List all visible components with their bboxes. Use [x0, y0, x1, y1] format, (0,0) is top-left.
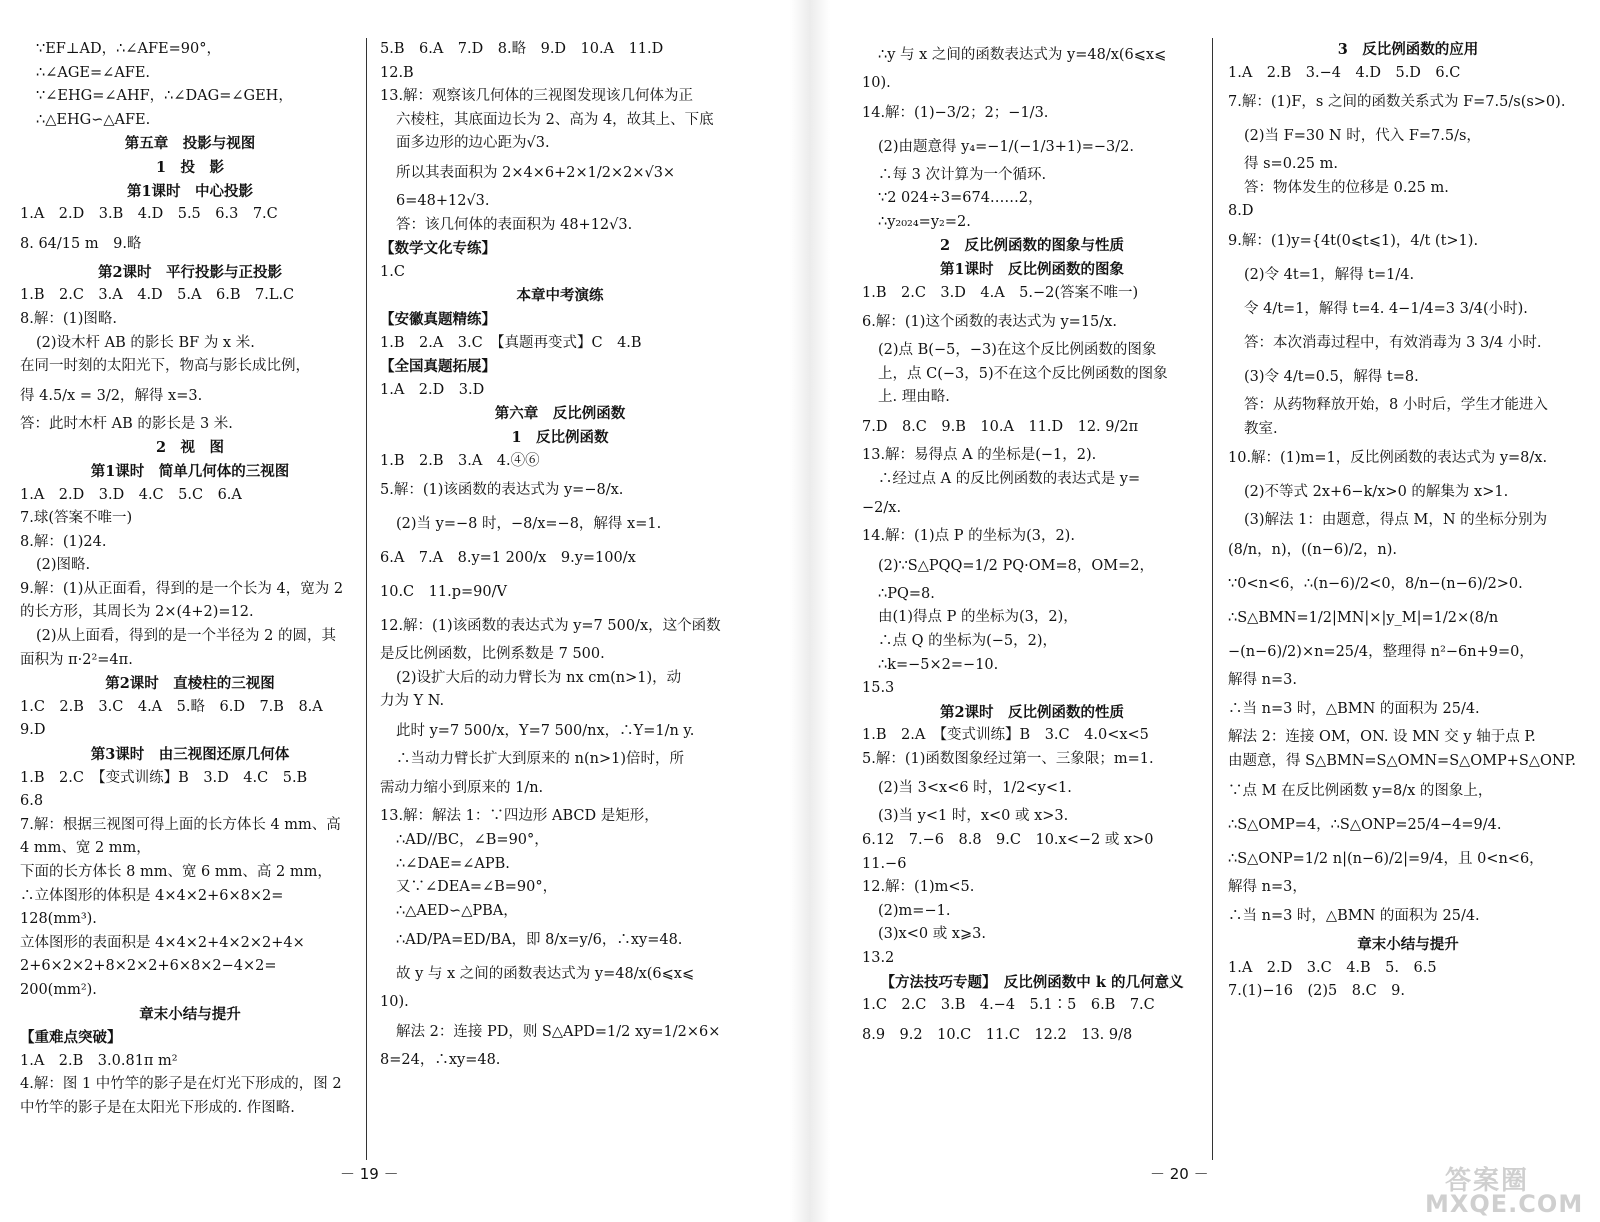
answer-line: 解法 2：连接 PD，则 S△APD=1/2 xy=1/2×6× [396, 1024, 721, 1041]
answer-line: 1.A 2.D 3.C 4.B 5. 6.5 [1228, 959, 1437, 976]
answer-line: (3)解法 1：由题意，得点 M，N 的坐标分别为 [1244, 512, 1548, 529]
answer-line: ∴∠DAE=∠APB. [396, 855, 510, 872]
section-heading: 1 反比例函数 [511, 428, 609, 446]
column-2 [380, 38, 740, 1073]
answer-line: 上. 理由略. [878, 389, 950, 406]
answer-line: 答：物体发生的位移是 0.25 m. [1244, 179, 1449, 196]
answer-line: 在同一时刻的太阳光下，物高与影长成比例， [20, 358, 310, 375]
answer-line: 力为 Y N. [380, 693, 445, 710]
answer-line: ∴S△ONP=1/2 n|(n−6)/2|=9/4，且 0<n<6， [1228, 850, 1544, 867]
answer-line: 7.解：根据三视图可得上面的长方体长 4 mm、高 [20, 816, 341, 833]
answer-line: 立体图形的表面积是 4×4×2+4×2×2+4× [20, 934, 305, 951]
section-heading: 2 视 图 [155, 439, 225, 457]
answer-line: 由题意，得 S△BMN=S△OMN=S△OMP+S△ONP. [1228, 752, 1576, 769]
column-1 [20, 38, 360, 1121]
answer-line: 8.解：(1)24. [20, 533, 107, 550]
section-heading: 第2课时 平行投影与正投影 [97, 263, 283, 281]
answer-line: ∴△EHG∽△AFE. [36, 111, 151, 128]
answer-line: 1.B 2.C 【变式训练】B 3.D 4.C 5.B [20, 769, 308, 786]
answer-line: 9.解：(1)y={4t(0⩽t⩽1)，4/t (t>1). [1228, 232, 1479, 249]
column-4 [1228, 38, 1588, 1004]
answer-line: 得 s=0.25 m. [1244, 156, 1338, 173]
answer-line: ∵EF⊥AD，∴∠AFE=90°， [36, 41, 221, 57]
section-heading: 【方法技巧专题】 反比例函数中 k 的几何意义 [880, 973, 1184, 991]
answer-line: −(n−6)/2)×n=25/4，整理得 n²−6n+9=0， [1228, 643, 1534, 660]
section-heading: 1 投 影 [155, 158, 225, 176]
section-heading: 第3课时 由三视图还原几何体 [90, 746, 290, 764]
answer-line: 教室. [1244, 420, 1278, 437]
answer-line: ∴当 n=3 时，△BMN 的面积为 25/4. [1228, 908, 1480, 925]
answer-line: 需动力缩小到原来的 1/n. [380, 780, 544, 797]
answer-line: 10.C 11.p=90/V [380, 584, 507, 601]
answer-line: 解法 2：连接 OM，ON. 设 MN 交 y 轴于点 P. [1228, 729, 1536, 746]
page-gutter [790, 0, 830, 1222]
answer-line: 12.解：(1)m<5. [862, 879, 975, 896]
answer-line: ∴点 Q 的坐标为(−5，2)， [878, 632, 1058, 649]
answer-line: (2)当 y=−8 时，−8/x=−8，解得 x=1. [396, 516, 662, 533]
answer-line: 10). [380, 994, 409, 1011]
answer-line: 【数学文化专练】 [380, 240, 496, 258]
answer-line: 1.B 2.B 3.A 4.④⑥ [380, 452, 540, 469]
answer-line: ∴△AED∽△PBA， [396, 902, 518, 919]
answer-line: 1.B 2.C 3.A 4.D 5.A 6.B 7.L.C [20, 287, 295, 304]
answer-line: 下面的长方体长 8 mm、宽 6 mm、高 2 mm， [20, 864, 332, 880]
answer-line: 13.解：解法 1：∵四边形 ABCD 是矩形， [380, 808, 659, 825]
answer-line: (2)由题意得 y₄=−1/(−1/3+1)=−3/2. [878, 138, 1134, 155]
answer-line: 8.9 9.2 10.C 11.C 12.2 13. 9/8 [862, 1026, 1133, 1043]
answer-line: ∵0<n<6，∴(n−6)/2<0，8/n−(n−6)/2>0. [1228, 575, 1523, 592]
section-heading: 本章中考演练 [516, 287, 604, 305]
page-number-left: － 19 － [340, 1165, 399, 1183]
answer-line: 1.B 2.C 3.D 4.A 5.−2(答案不唯一) [862, 284, 1139, 301]
answer-line: 答：本次消毒过程中，有效消毒为 3 3/4 小时. [1244, 334, 1542, 351]
answer-line: 【安徽真题精练】 [380, 310, 496, 328]
answer-line: 12.B [380, 64, 414, 81]
answer-line: ∴S△BMN=1/2|MN|×|y_M|=1/2×(8/n [1228, 609, 1499, 626]
answer-line: (3)当 y<1 时，x<0 或 x>3. [878, 808, 1069, 825]
answer-line: 解得 n=3. [1228, 671, 1297, 688]
answer-line: 13.解：观察该几何体的三视图发现该几何体为正 [380, 88, 694, 105]
section-heading: 3 反比例函数的应用 [1337, 41, 1479, 58]
answer-line: ∴经过点 A 的反比例函数的表达式是 y= [878, 470, 1141, 487]
answer-line: 14.解：(1)点 P 的坐标为(3，2). [862, 528, 1075, 545]
answer-line: 令 4/t=1，解得 t=4. 4−1/4=3 3/4(小时). [1244, 300, 1528, 317]
answer-line: (8/n，n)，((n−6)/2，n). [1228, 541, 1398, 558]
answer-line: 8.解：(1)图略. [20, 310, 117, 327]
answer-line: 7.球(答案不唯一) [20, 510, 133, 527]
answer-line: 又∵∠DEA=∠B=90°， [396, 879, 558, 896]
answer-line: 答：该几何体的表面积为 48+12√3. [396, 216, 633, 233]
answer-line: 14.解：(1)−3/2；2；−1/3. [862, 104, 1049, 121]
answer-line: 6.12 7.−6 8.8 9.C 10.x<−2 或 x>0 [862, 832, 1154, 849]
answer-line: ∴当 n=3 时，△BMN 的面积为 25/4. [1228, 701, 1480, 718]
answer-line: (2)∵S△PQQ=1/2 PQ·OM=8，OM=2， [878, 557, 1154, 574]
answer-line: (3)令 4/t=0.5，解得 t=8. [1244, 368, 1419, 385]
answer-line: 六棱柱，其底面边长为 2、高为 4，故其上、下底 [396, 111, 714, 128]
answer-line: 由(1)得点 P 的坐标为(3，2)， [878, 609, 1078, 626]
column-divider [366, 38, 367, 1160]
answer-line: (2)当 3<x<6 时，1/2<y<1. [878, 780, 1072, 797]
answer-line: 1.A 2.D 3.B 4.D 5.5 6.3 7.C [20, 206, 278, 223]
answer-line: 10.解：(1)m=1，反比例函数的表达式为 y=8/x. [1228, 450, 1548, 467]
answer-line: ∴PQ=8. [878, 585, 935, 602]
answer-line: 上，点 C(−3，5)不在这个反比例函数的图象 [878, 365, 1168, 382]
answer-line: 128(mm³). [20, 911, 97, 928]
answer-line: 1.B 2.A 3.C 【真题再变式】C 4.B [380, 334, 642, 351]
answer-line: ∴每 3 次计算为一个循环. [878, 166, 1047, 183]
answer-line: 1.A 2.D 3.D 4.C 5.C 6.A [20, 486, 242, 503]
column-3 [862, 38, 1202, 1052]
answer-line: ∴S△OMP=4，∴S△ONP=25/4−4=9/4. [1228, 816, 1502, 833]
answer-line: 4 mm、宽 2 mm， [20, 840, 151, 857]
answer-line: −2/x. [862, 500, 902, 517]
answer-line: (2)m=−1. [878, 902, 951, 919]
answer-line: (3)x<0 或 x⩾3. [878, 926, 986, 943]
answer-line: 9.解：(1)从正面看，得到的是一个长为 4，宽为 2 [20, 580, 344, 597]
answer-line: 中竹竿的影子是在太阳光下形成的. 作图略. [20, 1099, 295, 1116]
answer-line: 6.解：(1)这个函数的表达式为 y=15/x. [862, 314, 1117, 331]
answer-line: 1.C [380, 263, 405, 280]
answer-line: 6.8 [20, 793, 44, 810]
answer-line: ∴k=−5×2=−10. [878, 656, 999, 673]
answer-line: 1.B 2.A 【变式训练】B 3.C 4.0<x<5 [862, 727, 1149, 744]
watermark-logo [1425, 1160, 1600, 1220]
answer-line: 2+6×2×2+8×2×2+6×8×2−4×2= [20, 958, 277, 975]
answer-line: 12.解：(1)该函数的表达式为 y=7 500/x，这个函数 [380, 618, 721, 635]
answer-line: (2)图略. [36, 557, 91, 574]
answer-line: 7.解：(1)F，s 之间的函数关系式为 F=7.5/s(s>0). [1228, 94, 1566, 111]
answer-line: 8.D [1228, 203, 1254, 220]
answer-line: 8=24，∴xy=48. [380, 1052, 501, 1069]
answer-line: 13.解：易得点 A 的坐标是(−1，2). [862, 446, 1097, 463]
answer-line: 【重难点突破】 [20, 1029, 122, 1047]
answer-line: (2)点 B(−5，−3)在这个反比例函数的图象 [878, 342, 1157, 359]
answer-line: (2)设木杆 AB 的影长 BF 为 x 米. [36, 334, 255, 351]
answer-line: 1.A 2.B 3.−4 4.D 5.D 6.C [1228, 64, 1461, 81]
answer-line: 故 y 与 x 之间的函数表达式为 y=48/x(6⩽x⩽ [396, 966, 695, 983]
answer-line: 200(mm²). [20, 981, 97, 998]
answer-line: (2)令 4t=1，解得 t=1/4. [1244, 266, 1415, 283]
answer-line: ∴立体图形的体积是 4×4×2+6×8×2= [20, 887, 284, 904]
answer-line: ∵2 024÷3=674……2， [878, 190, 1043, 207]
answer-line: 7.(1)−16 (2)5 8.C 9. [1228, 983, 1406, 1000]
answer-line: 11.−6 [862, 855, 907, 872]
answer-line: 4.解：图 1 中竹竿的影子是在灯光下形成的，图 2 [20, 1076, 342, 1093]
section-heading: 章末小结与提升 [1357, 936, 1459, 954]
answer-line: 此时 y=7 500/x，Y=7 500/nx，∴Y=1/n y. [396, 722, 695, 739]
answer-line: 面积为 π·2²=4π. [20, 651, 133, 668]
section-heading: 第2课时 反比例函数的性质 [939, 703, 1125, 721]
answer-line: 10). [862, 75, 891, 91]
answer-line: 13.2 [862, 950, 895, 967]
section-heading: 2 反比例函数的图象与性质 [939, 237, 1125, 255]
answer-line: 解得 n=3， [1228, 878, 1307, 895]
answer-line: 1.C 2.C 3.B 4.−4 5.1∶5 6.B 7.C [862, 997, 1155, 1014]
section-heading: 第1课时 简单几何体的三视图 [90, 462, 290, 480]
answer-line: (2)不等式 2x+6−k/x>0 的解集为 x>1. [1244, 484, 1509, 501]
answer-line: 面多边形的边心距为√3. [396, 135, 550, 152]
answer-line: 5.解：(1)函数图象经过第一、三象限；m=1. [862, 750, 1154, 767]
answer-line: 1.C 2.B 3.C 4.A 5.略 6.D 7.B 8.A [20, 698, 323, 715]
answer-line: ∴y 与 x 之间的函数表达式为 y=48/x(6⩽x⩽ [878, 47, 1167, 63]
answer-line: ∴∠AGE=∠AFE. [36, 64, 151, 81]
answer-line: 答：从药物释放开始，8 小时后，学生才能进入 [1244, 396, 1548, 413]
answer-line: 15.3 [862, 680, 895, 697]
answer-line: 6=48+12√3. [396, 192, 490, 209]
section-heading: 第五章 投影与视图 [124, 135, 256, 153]
answer-line: 所以其表面积为 2×4×6+2×1/2×2×√3× [396, 164, 676, 181]
answer-line: ∵∠EHG=∠AHF，∴∠DAG=∠GEH， [36, 88, 293, 105]
watermark-url: MXQE.COM [1425, 1190, 1584, 1218]
answer-line: 5.B 6.A 7.D 8.略 9.D 10.A 11.D [380, 41, 664, 57]
answer-line: 【全国真题拓展】 [380, 358, 496, 376]
answer-line: ∴AD//BC，∠B=90°， [396, 832, 549, 849]
answer-line: 6.A 7.A 8.y=1 200/x 9.y=100/x [380, 550, 636, 567]
answer-line: ∴当动力臂长扩大到原来的 n(n>1)倍时，所 [396, 750, 684, 767]
answer-line: ∴AD/PA=ED/BA，即 8/x=y/6，∴xy=48. [396, 932, 683, 949]
section-heading: 第2课时 直棱柱的三视图 [105, 675, 275, 693]
answer-line: ∵点 M 在反比例函数 y=8/x 的图象上， [1228, 782, 1493, 799]
page-number-right: － 20 － [1150, 1165, 1209, 1183]
answer-line: 8. 64/15 m 9.略 [20, 235, 142, 252]
answer-line: ∴y₂₀₂₄=y₂=2. [878, 213, 971, 230]
answer-line: (2)从上面看，得到的是一个半径为 2 的圆，其 [36, 628, 336, 645]
section-heading: 第1课时 中心投影 [126, 182, 254, 200]
answer-line: 的长方形，其周长为 2×(4+2)=12. [20, 604, 254, 621]
column-divider [1212, 38, 1213, 1160]
answer-line: 是反比例函数，比例系数是 7 500. [380, 646, 605, 663]
answer-line: (2)设扩大后的动力臂长为 nx cm(n>1)，动 [396, 669, 682, 686]
answer-line: 答：此时木杆 AB 的影长是 3 米. [20, 415, 233, 432]
answer-line: 1.A 2.B 3.0.81π m² [20, 1052, 178, 1069]
section-heading: 第1课时 反比例函数的图象 [939, 260, 1125, 278]
watermark-text: 答案圈 [1445, 1166, 1530, 1196]
section-heading: 章末小结与提升 [139, 1005, 241, 1023]
answer-line: 得 4.5/x = 3/2，解得 x=3. [20, 387, 203, 404]
answer-line: 9.D [20, 722, 46, 739]
answer-line: 1.A 2.D 3.D [380, 381, 485, 398]
answer-line: 5.解：(1)该函数的表达式为 y=−8/x. [380, 482, 624, 499]
answer-line: 7.D 8.C 9.B 10.A 11.D 12. 9/2π [862, 418, 1139, 435]
answer-line: (2)当 F=30 N 时，代入 F=7.5/s， [1244, 128, 1481, 145]
section-heading: 第六章 反比例函数 [494, 405, 626, 423]
